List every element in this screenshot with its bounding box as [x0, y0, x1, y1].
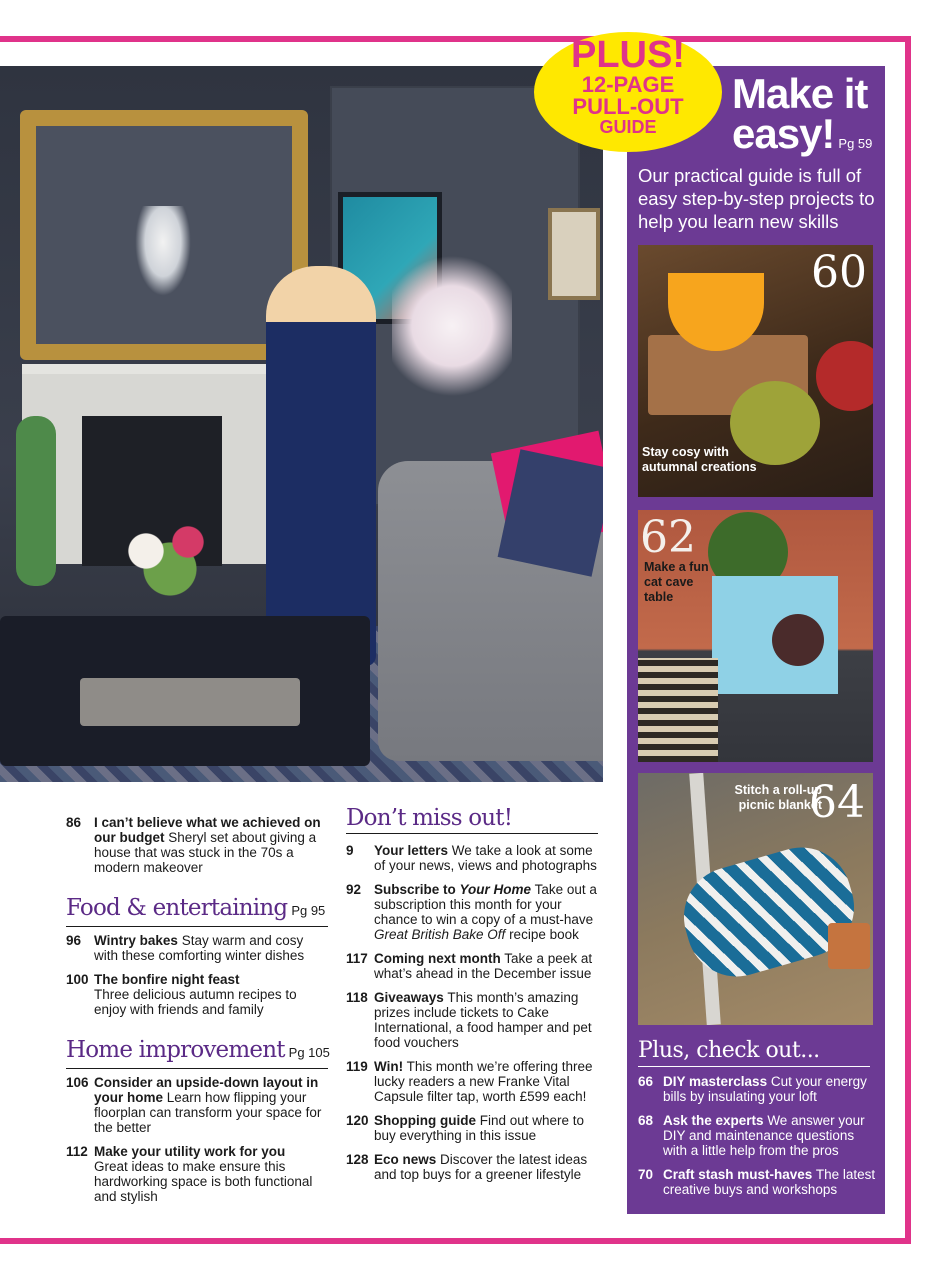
badge-line-1: PLUS! [571, 34, 685, 76]
entry-desc: Great ideas to make ensure this hardworking space is both functional and stylish [94, 1159, 313, 1204]
check-out-heading: Plus, check out... [638, 1036, 870, 1067]
entry-title: I can’t believe what we achieved on our budget [94, 815, 321, 845]
contents-entry[interactable] [346, 990, 606, 1050]
contents-entry[interactable] [66, 1144, 328, 1204]
page-number: 68 [638, 1113, 654, 1128]
entry-title-magazine: Your Home [459, 882, 532, 897]
contents-entry[interactable] [346, 1152, 606, 1182]
page-number: 118 [346, 990, 368, 1005]
entry-title: The bonfire night feast [94, 972, 240, 987]
page-number: 106 [66, 1075, 89, 1090]
entry-title: Consider an upside-down layout in your home [94, 1075, 319, 1105]
list-item[interactable] [638, 1167, 878, 1197]
hero-photo-living-room [0, 66, 603, 782]
entry-title: Win! [374, 1059, 404, 1074]
homeowner-figure [266, 266, 376, 666]
contents-entry[interactable] [66, 815, 328, 875]
entry-desc-book-title: Great British Bake Off [374, 927, 506, 942]
section-title: Food & entertaining [66, 895, 288, 921]
entry-title: Eco news [374, 1152, 437, 1167]
entry-title: Ask the experts [663, 1113, 764, 1128]
contents-entry[interactable] [66, 933, 328, 963]
entry-title: Craft stash must-haves [663, 1167, 813, 1182]
entry-desc: The latest creative buys and workshops [663, 1167, 876, 1197]
flower-vase [110, 506, 230, 596]
card-caption: Stitch a roll-up picnic blanket [734, 783, 822, 812]
entry-title: Subscribe to [374, 882, 456, 897]
section-page-ref: Pg 105 [288, 1045, 330, 1060]
entry-text [663, 1113, 878, 1158]
entry-desc: Three delicious autumn recipes to enjoy with friends and family [94, 987, 297, 1017]
contents-entry[interactable] [66, 972, 328, 1017]
section-heading-food [66, 893, 328, 927]
contents-entry[interactable] [346, 1113, 606, 1143]
entry-title: Coming next month [374, 951, 501, 966]
entry-text [94, 972, 328, 1017]
entry-text [94, 1075, 328, 1135]
entry-text [374, 990, 606, 1050]
entry-title: Make your utility work for you [94, 1144, 286, 1159]
entry-text [374, 1113, 606, 1143]
page-number: 9 [346, 843, 354, 858]
guide-page-ref: Pg 59 [838, 136, 873, 151]
entry-desc-end: recipe book [509, 927, 579, 942]
contents-middle-column [346, 803, 606, 1191]
page-number: 128 [346, 1152, 369, 1167]
chandelier [135, 206, 191, 296]
guide-title-line-2 [732, 110, 882, 164]
entry-desc: This month we’re offering three lucky readers a new Franke Vital Capsule filter tap, worth £599 each! [374, 1059, 593, 1104]
entry-title: Giveaways [374, 990, 444, 1005]
section-title: Home improvement [66, 1037, 285, 1063]
entry-text [94, 815, 328, 875]
page-number: 96 [66, 933, 82, 948]
page-number: 86 [66, 815, 82, 830]
card-page-number: 64 [809, 777, 865, 828]
page-number: 92 [346, 882, 362, 897]
contents-entry[interactable] [346, 951, 606, 981]
project-card-64[interactable] [638, 773, 873, 1025]
card-page-number: 62 [640, 512, 696, 563]
entry-desc: Sheryl set about giving a house that was stuck in the 70s a modern makeover [94, 830, 317, 875]
blossom-tree [392, 246, 512, 406]
cat-shaped-opening [772, 614, 824, 666]
entry-title: Shopping guide [374, 1113, 476, 1128]
entry-title: Wintry bakes [94, 933, 178, 948]
entry-text [374, 1059, 606, 1104]
entry-text [374, 951, 606, 981]
badge-line-4: GUIDE [599, 117, 657, 137]
page-number: 100 [66, 972, 89, 987]
entry-desc: We answer your DIY and maintenance questions with a little help from the pros [663, 1113, 865, 1158]
entry-desc: Cut your energy bills by insulating your loft [663, 1074, 867, 1104]
entry-desc: This month’s amazing prizes include tickets to Cake International, a food hamper and pet food vouchers [374, 990, 592, 1050]
page-number: 120 [346, 1113, 369, 1128]
entry-desc: Learn how flipping your floorplan can transform your space for the better [94, 1090, 322, 1135]
guide-title-line-1: Make it [732, 70, 868, 117]
entry-text [663, 1167, 878, 1197]
entry-desc: Stay warm and cosy with these comforting winter dishes [94, 933, 305, 963]
entry-desc: Take out a subscription this month for your chance to win a copy of a must-have [374, 882, 597, 927]
badge-line-2: 12-PAGE [581, 72, 675, 97]
card-caption: Stay cosy with autumnal creations [642, 445, 757, 474]
small-picture-frame [548, 208, 600, 300]
entry-text [374, 882, 606, 942]
section-heading-dont-miss: Don’t miss out! [346, 803, 598, 834]
entry-text [374, 1152, 606, 1182]
check-out-list [638, 1074, 878, 1206]
entry-title: DIY masterclass [663, 1074, 768, 1089]
entry-desc: We take a look at some of your news, views and photographs [374, 843, 597, 873]
contents-entry[interactable] [346, 843, 606, 873]
entry-desc: Discover the latest ideas and top buys for a greener lifestyle [374, 1152, 588, 1182]
guide-title-easy: easy! [732, 110, 835, 157]
tea-tray [80, 678, 300, 726]
knitted-cushion [816, 341, 873, 411]
entry-desc: Take a peek at what’s ahead in the December issue [374, 951, 593, 981]
project-card-62[interactable] [638, 510, 873, 762]
list-item[interactable] [638, 1074, 878, 1104]
section-heading-home [66, 1035, 328, 1069]
entry-text [94, 1144, 328, 1204]
entry-text [94, 933, 328, 963]
page-number: 112 [66, 1144, 88, 1159]
entry-text [663, 1074, 878, 1104]
contents-left-column [66, 815, 328, 1213]
entry-title: Your letters [374, 843, 449, 858]
section-page-ref: Pg 95 [291, 903, 326, 918]
project-card-60[interactable] [638, 245, 873, 497]
card-page-number: 60 [811, 247, 867, 298]
page-number: 70 [638, 1167, 654, 1182]
contents-entry[interactable] [66, 1075, 328, 1135]
cactus-plant [16, 416, 56, 586]
card-caption: Make a fun cat cave table [644, 560, 709, 604]
woven-basket [638, 658, 718, 762]
page-number: 119 [346, 1059, 368, 1074]
entry-text [374, 843, 606, 873]
list-item[interactable] [638, 1113, 878, 1158]
plus-pull-out-badge [534, 32, 722, 152]
contents-entry[interactable] [346, 1059, 606, 1104]
entry-desc: Find out where to buy everything in this issue [374, 1113, 585, 1143]
copper-mug [828, 923, 870, 969]
page-number: 66 [638, 1074, 654, 1089]
badge-line-3: PULL-OUT [572, 94, 684, 119]
contents-entry[interactable] [346, 882, 606, 942]
guide-title [732, 70, 882, 164]
guide-intro: Our practical guide is full of easy step-by-step projects to help you learn new skills [638, 165, 875, 232]
page-number: 117 [346, 951, 368, 966]
